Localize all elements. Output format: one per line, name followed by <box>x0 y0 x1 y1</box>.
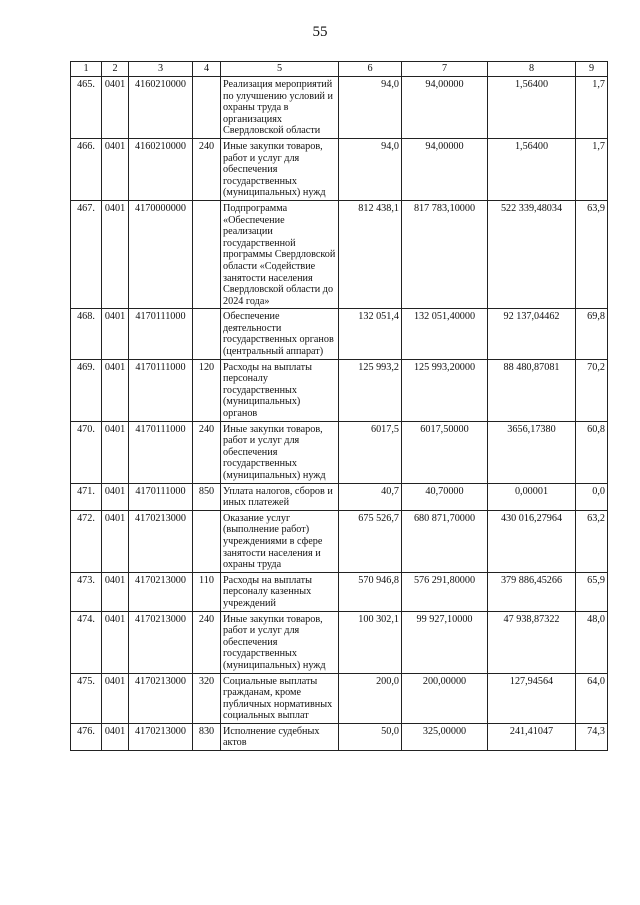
expense-type-cell: 830 <box>193 723 221 750</box>
target-article-cell: 4170111000 <box>129 309 193 359</box>
expense-type-cell: 240 <box>193 421 221 483</box>
table-row <box>71 359 608 421</box>
table-row <box>71 200 608 308</box>
row-number-cell: 472. <box>71 510 102 572</box>
execution-percent-cell: 48,0 <box>576 611 608 673</box>
executed-amount-cell: 1,56400 <box>488 77 576 139</box>
row-number-cell: 475. <box>71 673 102 723</box>
refined-amount-cell: 94,00000 <box>402 77 488 139</box>
expense-type-cell: 240 <box>193 138 221 200</box>
executed-amount-cell: 0,00001 <box>488 483 576 510</box>
target-article-cell: 4170213000 <box>129 673 193 723</box>
execution-percent-cell: 70,2 <box>576 359 608 421</box>
row-number-cell: 468. <box>71 309 102 359</box>
item-name-cell: Иные закупки товаров, работ и услуг для обеспечения государственных (муниципальных) нужд <box>221 421 339 483</box>
target-article-cell: 4170111000 <box>129 421 193 483</box>
target-article-cell: 4170213000 <box>129 572 193 611</box>
execution-percent-cell: 60,8 <box>576 421 608 483</box>
executed-amount-cell: 88 480,87081 <box>488 359 576 421</box>
approved-amount-cell: 100 302,1 <box>339 611 402 673</box>
target-article-cell: 4170213000 <box>129 611 193 673</box>
row-number-cell: 465. <box>71 77 102 139</box>
target-article-cell: 4170213000 <box>129 510 193 572</box>
executed-amount-cell: 430 016,27964 <box>488 510 576 572</box>
expense-type-cell <box>193 309 221 359</box>
approved-amount-cell: 812 438,1 <box>339 200 402 308</box>
execution-percent-cell: 74,3 <box>576 723 608 750</box>
section-code-cell: 0401 <box>102 483 129 510</box>
refined-amount-cell: 680 871,70000 <box>402 510 488 572</box>
table-body <box>71 77 608 751</box>
refined-amount-cell: 6017,50000 <box>402 421 488 483</box>
section-code-cell: 0401 <box>102 200 129 308</box>
budget-table <box>70 61 608 751</box>
section-code-cell: 0401 <box>102 138 129 200</box>
execution-percent-cell: 69,8 <box>576 309 608 359</box>
refined-amount-cell: 200,00000 <box>402 673 488 723</box>
refined-amount-cell: 40,70000 <box>402 483 488 510</box>
approved-amount-cell: 675 526,7 <box>339 510 402 572</box>
executed-amount-cell: 92 137,04462 <box>488 309 576 359</box>
row-number-cell: 474. <box>71 611 102 673</box>
table-row <box>71 309 608 359</box>
table-row <box>71 611 608 673</box>
table-row <box>71 510 608 572</box>
header-row <box>71 62 608 77</box>
item-name-cell: Расходы на выплаты персоналу казенных учреждений <box>221 572 339 611</box>
executed-amount-cell: 3656,17380 <box>488 421 576 483</box>
row-number-cell: 471. <box>71 483 102 510</box>
table-row <box>71 421 608 483</box>
row-number-cell: 476. <box>71 723 102 750</box>
refined-amount-cell: 817 783,10000 <box>402 200 488 308</box>
executed-amount-cell: 379 886,45266 <box>488 572 576 611</box>
section-code-cell: 0401 <box>102 572 129 611</box>
table-row <box>71 77 608 139</box>
approved-amount-cell: 132 051,4 <box>339 309 402 359</box>
refined-amount-cell: 94,00000 <box>402 138 488 200</box>
section-code-cell: 0401 <box>102 421 129 483</box>
item-name-cell: Исполнение судебных актов <box>221 723 339 750</box>
item-name-cell: Оказание услуг (выполнение работ) учреждениями в сфере занятости населения и охраны труда <box>221 510 339 572</box>
item-name-cell: Иные закупки товаров, работ и услуг для обеспечения государственных (муниципальных) нужд <box>221 611 339 673</box>
section-code-cell: 0401 <box>102 673 129 723</box>
target-article-cell: 4170213000 <box>129 723 193 750</box>
table-row <box>71 572 608 611</box>
approved-amount-cell: 200,0 <box>339 673 402 723</box>
section-code-cell: 0401 <box>102 309 129 359</box>
row-number-cell: 470. <box>71 421 102 483</box>
approved-amount-cell: 40,7 <box>339 483 402 510</box>
column-header: 8 <box>488 62 576 77</box>
expense-type-cell: 850 <box>193 483 221 510</box>
item-name-cell: Иные закупки товаров, работ и услуг для обеспечения государственных (муниципальных) нужд <box>221 138 339 200</box>
page-number: 55 <box>312 24 328 40</box>
table-row <box>71 483 608 510</box>
column-header: 9 <box>576 62 608 77</box>
execution-percent-cell: 1,7 <box>576 138 608 200</box>
refined-amount-cell: 576 291,80000 <box>402 572 488 611</box>
column-header: 5 <box>221 62 339 77</box>
expense-type-cell <box>193 77 221 139</box>
item-name-cell: Подпрограмма «Обеспечение реализации государственной программы Свердловской области «Содействие занятости населения Свердловской области до 2024 года» <box>221 200 339 308</box>
approved-amount-cell: 125 993,2 <box>339 359 402 421</box>
item-name-cell: Расходы на выплаты персоналу государственных (муниципальных) органов <box>221 359 339 421</box>
row-number-cell: 473. <box>71 572 102 611</box>
column-header: 3 <box>129 62 193 77</box>
section-code-cell: 0401 <box>102 510 129 572</box>
expense-type-cell: 320 <box>193 673 221 723</box>
target-article-cell: 4170111000 <box>129 359 193 421</box>
item-name-cell: Обеспечение деятельности государственных органов (центральный аппарат) <box>221 309 339 359</box>
executed-amount-cell: 1,56400 <box>488 138 576 200</box>
execution-percent-cell: 0,0 <box>576 483 608 510</box>
refined-amount-cell: 132 051,40000 <box>402 309 488 359</box>
table-row <box>71 138 608 200</box>
expense-type-cell: 240 <box>193 611 221 673</box>
approved-amount-cell: 6017,5 <box>339 421 402 483</box>
expense-type-cell <box>193 510 221 572</box>
target-article-cell: 4170000000 <box>129 200 193 308</box>
execution-percent-cell: 64,0 <box>576 673 608 723</box>
target-article-cell: 4160210000 <box>129 138 193 200</box>
column-header: 7 <box>402 62 488 77</box>
execution-percent-cell: 1,7 <box>576 77 608 139</box>
row-number-cell: 467. <box>71 200 102 308</box>
refined-amount-cell: 325,00000 <box>402 723 488 750</box>
table-row <box>71 723 608 750</box>
section-code-cell: 0401 <box>102 611 129 673</box>
table-row <box>71 673 608 723</box>
section-code-cell: 0401 <box>102 77 129 139</box>
executed-amount-cell: 522 339,48034 <box>488 200 576 308</box>
section-code-cell: 0401 <box>102 359 129 421</box>
executed-amount-cell: 127,94564 <box>488 673 576 723</box>
row-number-cell: 466. <box>71 138 102 200</box>
refined-amount-cell: 99 927,10000 <box>402 611 488 673</box>
execution-percent-cell: 63,9 <box>576 200 608 308</box>
approved-amount-cell: 50,0 <box>339 723 402 750</box>
row-number-cell: 469. <box>71 359 102 421</box>
refined-amount-cell: 125 993,20000 <box>402 359 488 421</box>
executed-amount-cell: 47 938,87322 <box>488 611 576 673</box>
target-article-cell: 4170111000 <box>129 483 193 510</box>
expense-type-cell: 110 <box>193 572 221 611</box>
execution-percent-cell: 65,9 <box>576 572 608 611</box>
expense-type-cell <box>193 200 221 308</box>
expense-type-cell: 120 <box>193 359 221 421</box>
column-header: 4 <box>193 62 221 77</box>
section-code-cell: 0401 <box>102 723 129 750</box>
approved-amount-cell: 94,0 <box>339 138 402 200</box>
execution-percent-cell: 63,2 <box>576 510 608 572</box>
column-header: 2 <box>102 62 129 77</box>
column-header: 1 <box>71 62 102 77</box>
item-name-cell: Уплата налогов, сборов и иных платежей <box>221 483 339 510</box>
approved-amount-cell: 94,0 <box>339 77 402 139</box>
column-header: 6 <box>339 62 402 77</box>
target-article-cell: 4160210000 <box>129 77 193 139</box>
item-name-cell: Реализация мероприятий по улучшению условий и охраны труда в организациях Свердловской области <box>221 77 339 139</box>
item-name-cell: Социальные выплаты гражданам, кроме публичных нормативных социальных выплат <box>221 673 339 723</box>
executed-amount-cell: 241,41047 <box>488 723 576 750</box>
approved-amount-cell: 570 946,8 <box>339 572 402 611</box>
